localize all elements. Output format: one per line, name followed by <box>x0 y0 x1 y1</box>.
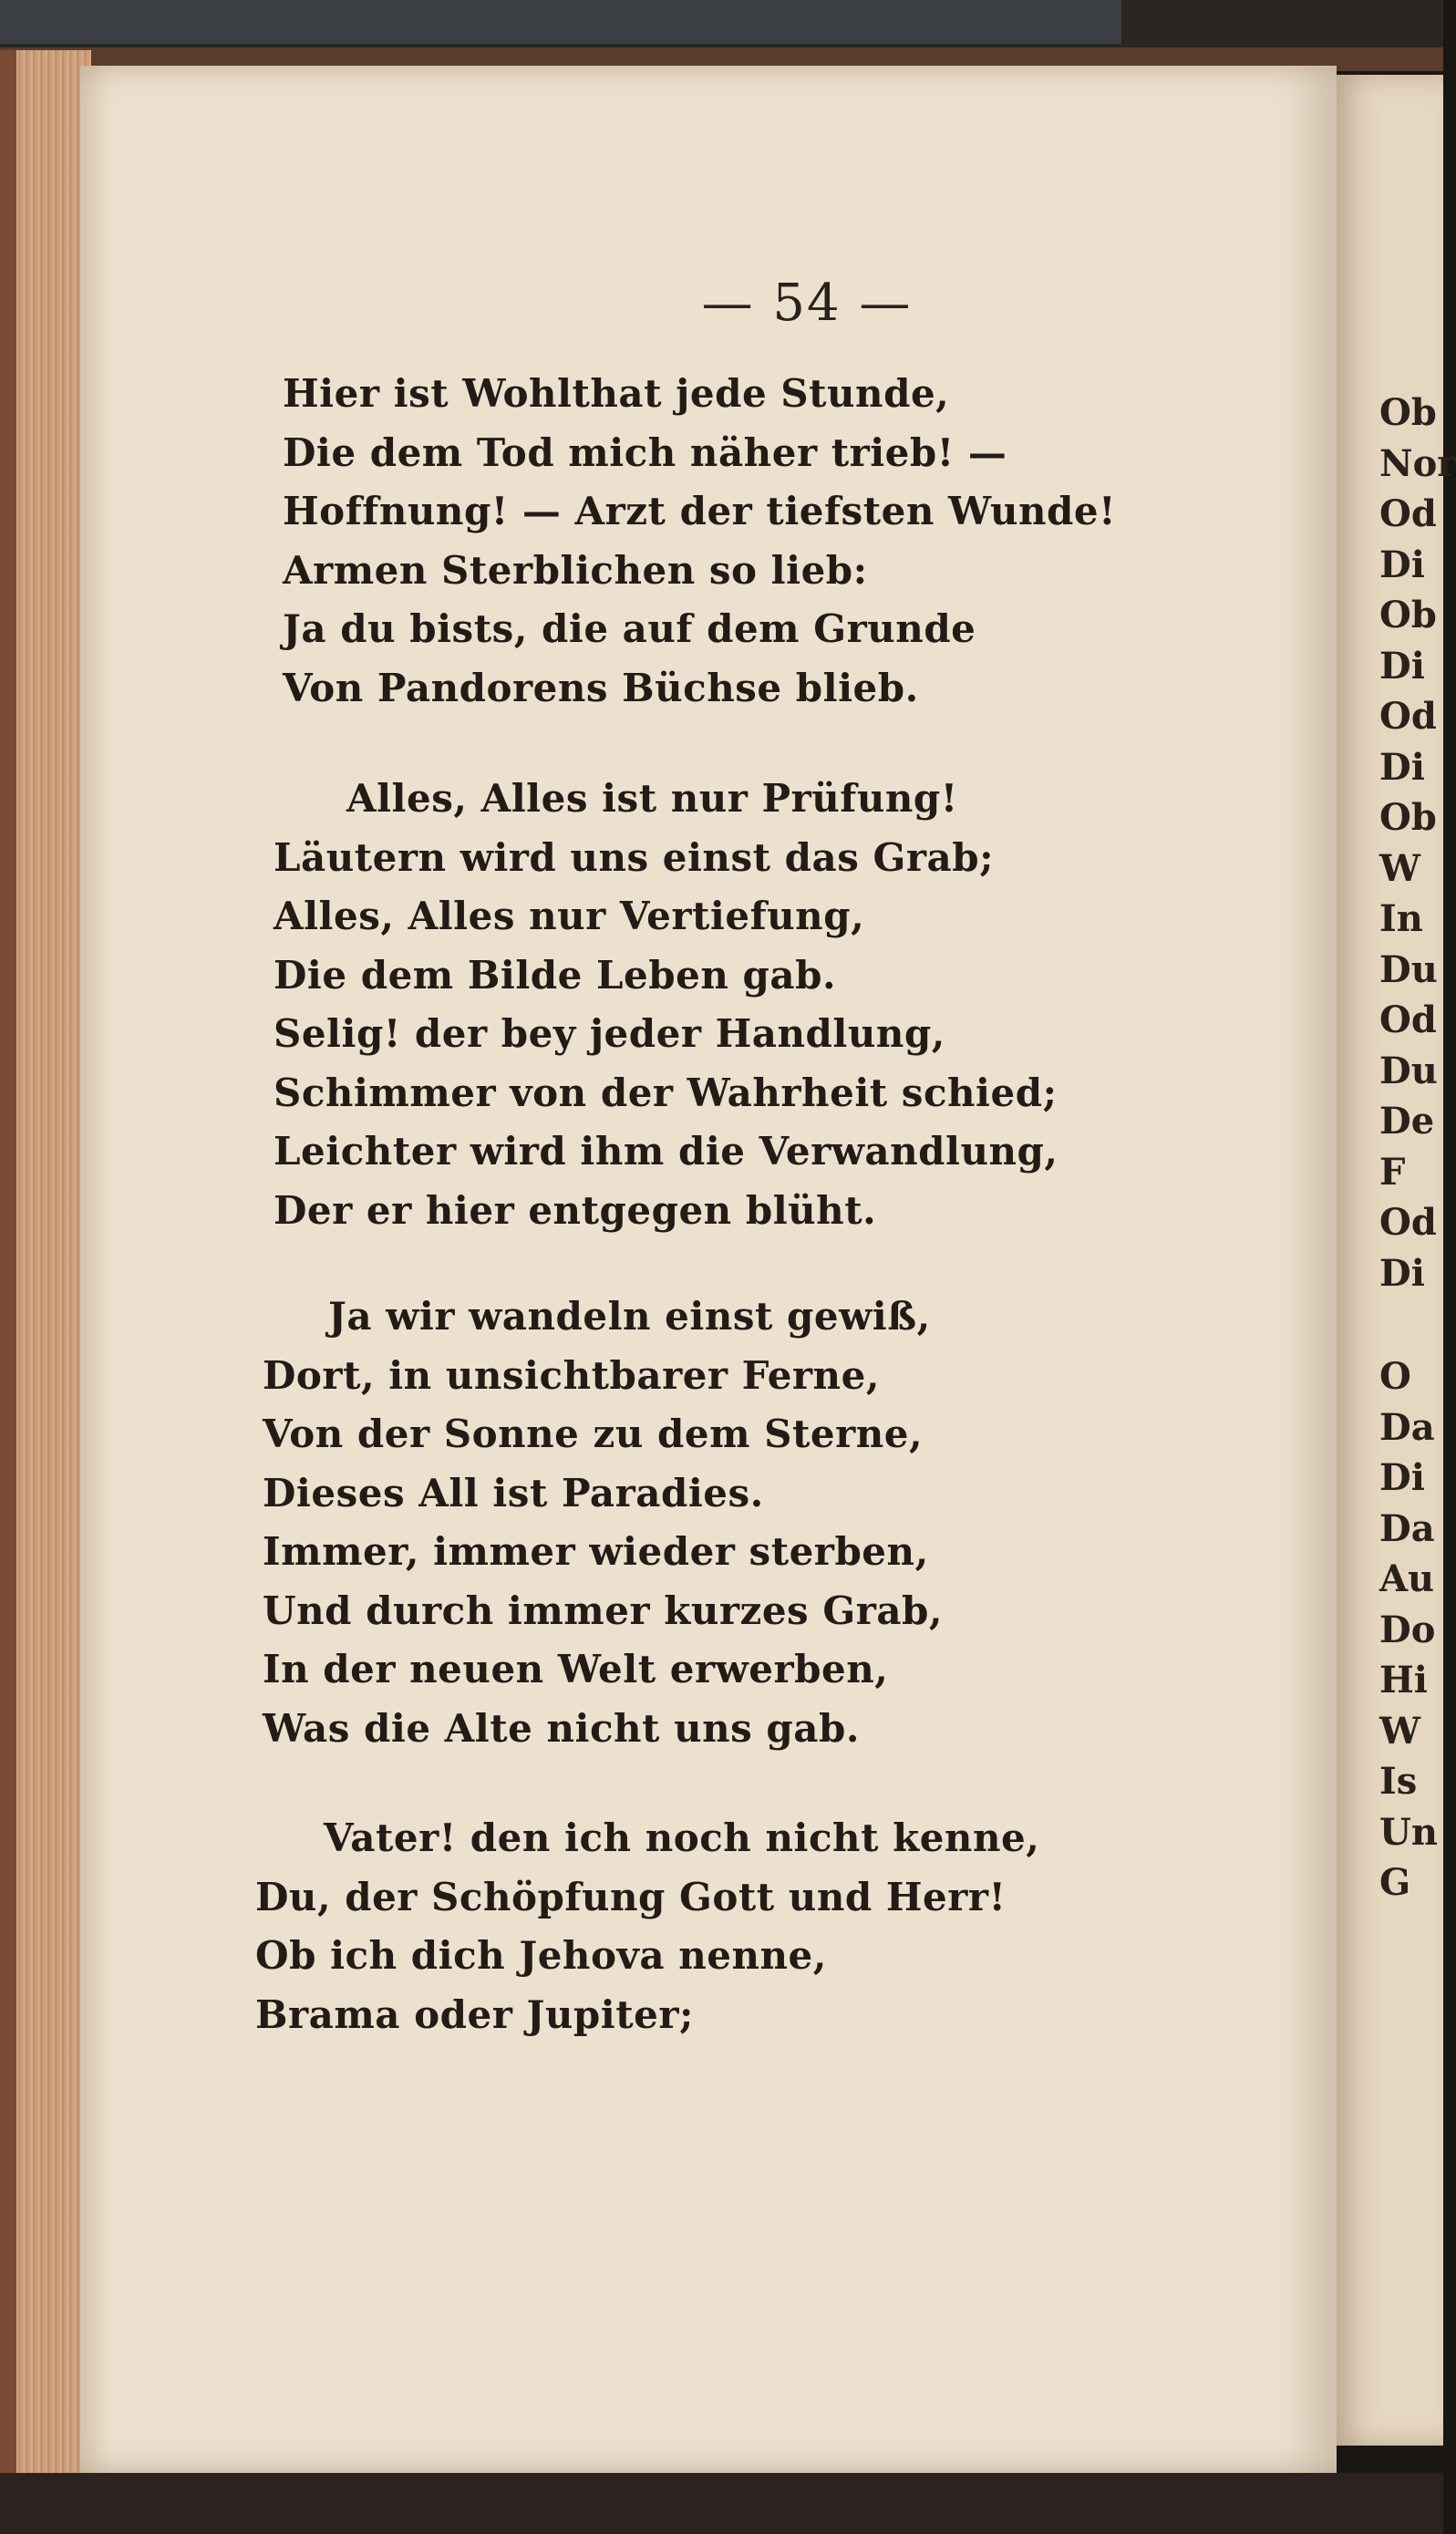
facing-line: Nor <box>1379 441 1456 485</box>
facing-line: W <box>1379 846 1420 890</box>
verse-line: In der neuen Welt erwerben, <box>263 1647 889 1691</box>
page-number: — 54 — <box>701 274 913 333</box>
verse-line: Selig! der bey jeder Handlung, <box>274 1011 945 1056</box>
stanza-3 <box>246 1288 1121 1758</box>
verse-line: Ja wir wandeln einst gewiß, <box>328 1294 931 1339</box>
verse-line: Vater! den ich noch nicht kenne, <box>324 1815 1040 1860</box>
stanza-2 <box>246 770 1121 1240</box>
verse-line: Hoffnung! — Arzt der tiefsten Wunde! <box>283 489 1117 533</box>
verse-line: Läutern wird uns einst das Grab; <box>274 834 995 880</box>
verse-line: Der er hier entgegen blüht. <box>274 1187 877 1233</box>
facing-line: Un <box>1379 1810 1438 1854</box>
verse-line: Dieses All ist Paradies. <box>263 1470 764 1515</box>
scanner-background-top <box>0 0 1443 50</box>
verse-line: Dort, in unsichtbarer Ferne, <box>263 1352 880 1398</box>
facing-line: Ob <box>1379 594 1437 636</box>
facing-line: Hi <box>1379 1659 1428 1701</box>
verse-line: Die dem Tod mich näher trieb! — <box>283 429 1007 475</box>
facing-line: Ob <box>1379 796 1437 839</box>
verse-line: Leichter wird ihm die Verwandlung, <box>274 1129 1058 1174</box>
facing-line: Da <box>1379 1405 1435 1449</box>
facing-line: Di <box>1379 1251 1425 1295</box>
facing-line: Di <box>1379 1456 1425 1499</box>
facing-line: Di <box>1379 543 1425 586</box>
verse-line: Schimmer von der Wahrheit schied; <box>274 1070 1058 1115</box>
facing-line: Di <box>1379 644 1425 688</box>
facing-line: In <box>1379 897 1423 940</box>
facing-line: F <box>1379 1150 1406 1194</box>
verse-line: Armen Sterblichen so lieb: <box>283 547 868 593</box>
facing-line: Do <box>1379 1608 1436 1651</box>
verse-line: Hier ist Wohlthat jede Stunde, <box>283 371 950 416</box>
facing-line: Od <box>1379 492 1437 535</box>
facing-line: Di <box>1379 745 1425 789</box>
verse-line: Was die Alte nicht uns gab. <box>263 1705 860 1751</box>
facing-line: G <box>1379 1861 1411 1904</box>
verse-line: Brama oder Jupiter; <box>255 1991 694 2037</box>
verse-line: Ob ich dich Jehova nenne, <box>255 1933 827 1978</box>
scanner-bar <box>0 0 1121 44</box>
book-spine <box>0 50 16 2476</box>
stanza-4 <box>246 1809 1121 2044</box>
verse-line: Von der Sonne zu dem Sterne, <box>263 1412 924 1456</box>
verse-line: Alles, Alles ist nur Prüfung! <box>346 776 958 821</box>
stanza-1 <box>246 365 1121 718</box>
verse-line: Ja du bists, die auf dem Grunde <box>283 606 976 651</box>
verse-line: Die dem Bilde Leben gab. <box>274 952 837 998</box>
verse-line: Alles, Alles nur Vertiefung, <box>274 894 865 938</box>
facing-line: Au <box>1379 1557 1435 1600</box>
facing-line: Od <box>1379 695 1437 738</box>
facing-line: Da <box>1379 1506 1435 1550</box>
facing-line: Du <box>1379 1049 1438 1092</box>
facing-stanza-gap <box>1379 1298 1443 1351</box>
verse-line: Du, der Schöpfung Gott und Herr! <box>255 1874 1007 1919</box>
facing-page-text <box>1379 388 1456 1908</box>
facing-line: Od <box>1379 998 1437 1041</box>
facing-line: O <box>1379 1355 1411 1398</box>
verse-line: Immer, immer wieder sterben, <box>263 1529 929 1574</box>
facing-line: W <box>1379 1709 1420 1753</box>
facing-line: Od <box>1379 1201 1437 1244</box>
facing-line: Is <box>1379 1760 1418 1803</box>
scanner-background-bottom <box>0 2473 1443 2534</box>
facing-line: Ob <box>1379 391 1437 434</box>
facing-line: Du <box>1379 947 1438 991</box>
verse-line: Von Pandorens Büchse blieb. <box>283 665 919 710</box>
facing-line: De <box>1379 1100 1435 1143</box>
verse-line: Und durch immer kurzes Grab, <box>263 1588 944 1633</box>
